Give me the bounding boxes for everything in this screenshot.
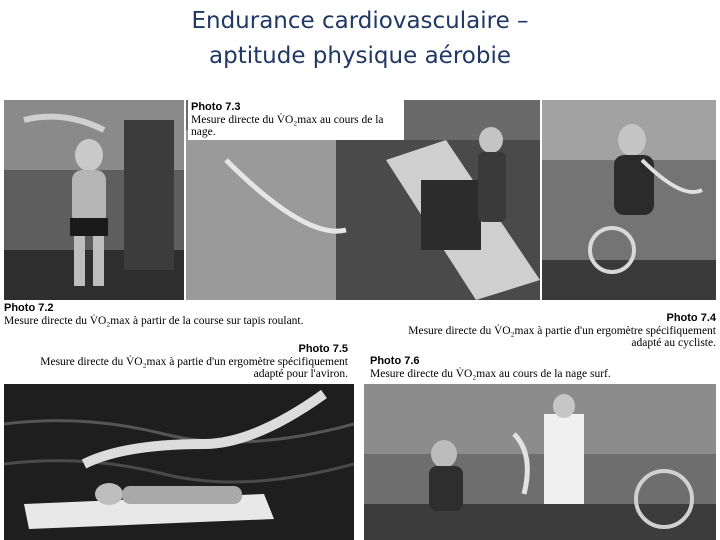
cycling-image [542,100,716,300]
rowing-image [364,384,716,540]
caption-7-6-text: Mesure directe du V̇O₂max au cours de la nage surf. [370,367,611,380]
caption-7-2-text: Mesure directe du V̇O₂max à partir de la course sur tapis roulant. [4,314,304,327]
photo-rowing [364,384,716,540]
caption-7-5-text: Mesure directe du V̇O₂max à partie d'un ergomètre spécifiquement adapté pour l'aviron. [40,355,348,380]
caption-7-3 [188,100,404,140]
photo-cycling [542,100,716,300]
photo-pool [186,100,540,300]
caption-7-4-number: Photo 7.4 [666,312,716,324]
caption-7-5 [30,343,348,381]
caption-7-4 [380,312,716,350]
caption-7-6 [370,355,716,380]
caption-7-3-text: Mesure directe du V̇O₂max au cours de la nage. [191,113,384,138]
caption-7-5-number: Photo 7.5 [298,343,348,355]
slide-title [0,4,720,74]
photo-surf [4,384,354,540]
caption-7-4-text: Mesure directe du V̇O₂max à partie d'un ergomètre spécifiquement adapté au cycliste. [408,324,716,349]
photo-treadmill [4,100,184,300]
treadmill-image [4,100,184,300]
caption-7-2 [4,302,344,327]
caption-7-3-number: Photo 7.3 [191,101,241,113]
title-line-2: aptitude physique aérobie [209,43,511,69]
surf-image [4,384,354,540]
caption-7-2-number: Photo 7.2 [4,302,54,314]
title-line-1: Endurance cardiovasculaire – [191,8,529,34]
caption-7-6-number: Photo 7.6 [370,355,420,367]
